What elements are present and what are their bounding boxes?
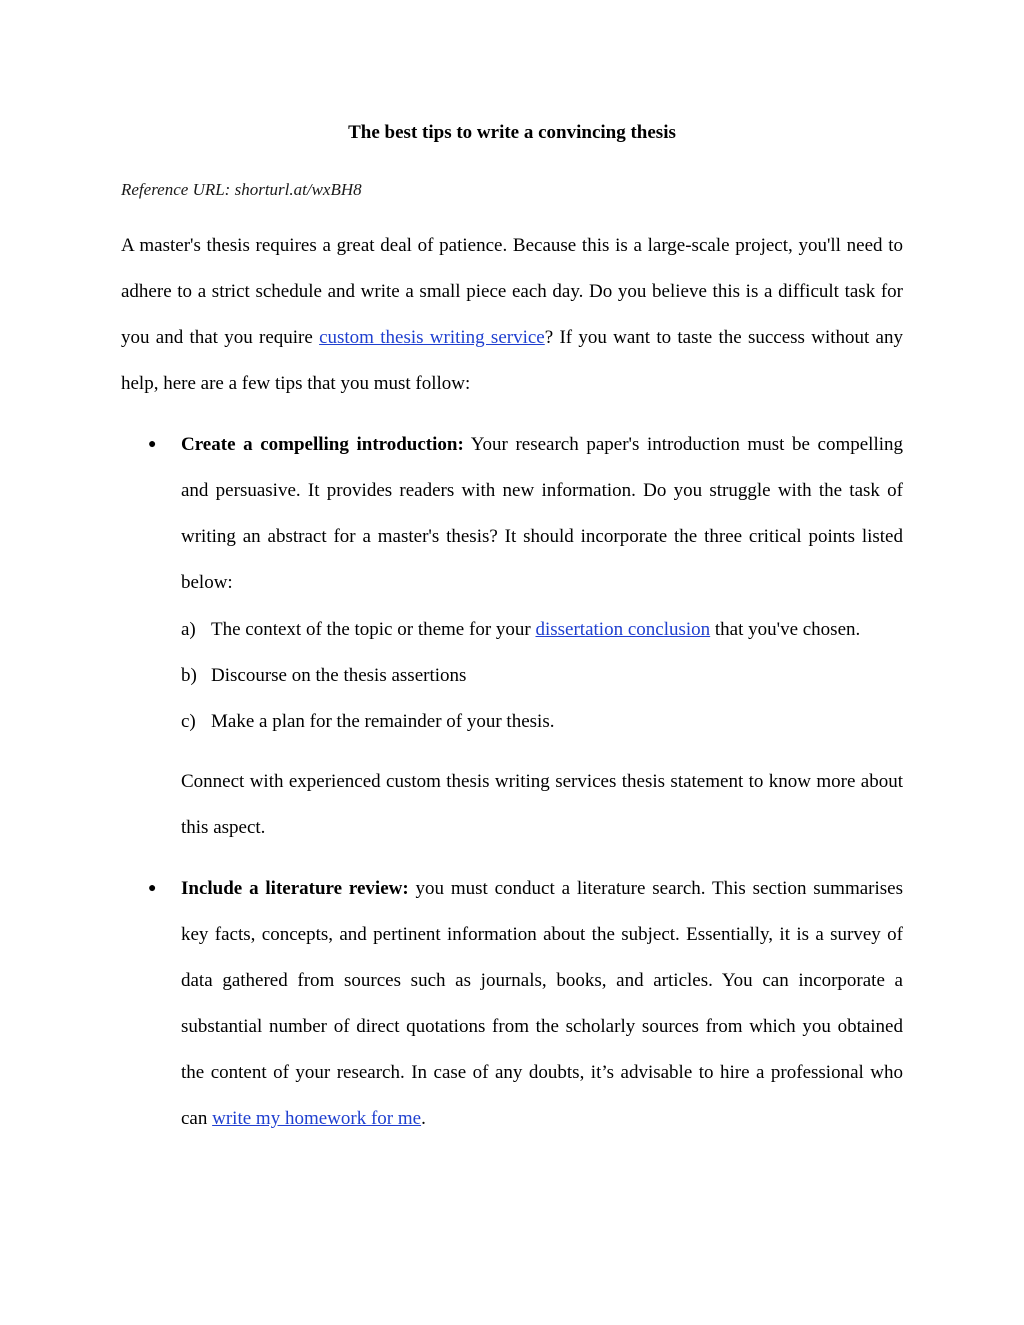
sub-item-label: a) bbox=[181, 619, 196, 640]
sub-item-c bbox=[181, 710, 554, 734]
bullet-introduction-paragraph bbox=[181, 422, 903, 606]
bullet-literature-review-heading: Include a literature review: bbox=[181, 878, 409, 899]
reference-url: Reference URL: shorturl.at/wxBH8 bbox=[121, 180, 362, 199]
bullet-literature-review-paragraph bbox=[181, 866, 903, 1142]
intro-text-before: A master's thesis requires a great deal of patience. Because this is a large-scale project, you'll need to adhere to a strict schedule and write a small piece each day. Do you believe this is a difficult task for you and that you require bbox=[121, 235, 903, 348]
sub-item-b bbox=[181, 664, 466, 688]
bullet-literature-review-end: . bbox=[421, 1108, 426, 1129]
bullet-literature-review-text: you must conduct a literature search. This section summarises key facts, concepts, and pertinent information about the subject. Essentially, it is a survey of data gathered from sources such as journals, books, and articles. You can incorporate a substantial number of direct quotations from the scholarly sources from which you obtained the content of your research. In case of any doubts, it’s advisable to hire a professional who can bbox=[181, 878, 903, 1129]
intro-text-after: ? If you want to taste the success without any help, here are a few tips that you must follow: bbox=[121, 327, 903, 394]
dissertation-conclusion-link[interactable]: dissertation conclusion bbox=[535, 619, 711, 640]
bullet-introduction-heading: Create a compelling introduction: bbox=[181, 434, 464, 455]
sub-item-text-before: The context of the topic or theme for your bbox=[211, 619, 536, 640]
bullet-icon: ● bbox=[148, 881, 157, 896]
bullet-icon: ● bbox=[148, 437, 157, 452]
sub-item-text: Make a plan for the remainder of your thesis. bbox=[211, 711, 555, 732]
sub-item-text-after: that you've chosen. bbox=[710, 619, 861, 640]
write-my-homework-link[interactable]: write my homework for me bbox=[212, 1108, 422, 1129]
sub-item-label: b) bbox=[181, 665, 197, 686]
sub-item-text: Discourse on the thesis assertions bbox=[211, 665, 467, 686]
document-title: The best tips to write a convincing thesis bbox=[348, 122, 676, 143]
sub-item-a bbox=[181, 618, 860, 642]
sub-item-label: c) bbox=[181, 711, 196, 732]
bullet-introduction-text: Your research paper's introduction must be compelling and persuasive. It provides readers with new information. Do you struggle with the task of writing an abstract for a master's thesis? It should incorporate the three critical points listed below: bbox=[181, 434, 903, 593]
custom-thesis-writing-service-link[interactable]: custom thesis writing service bbox=[319, 327, 545, 348]
intro-paragraph bbox=[121, 223, 903, 407]
connect-paragraph: Connect with experienced custom thesis writing services thesis statement to know more about this aspect. bbox=[181, 771, 903, 838]
